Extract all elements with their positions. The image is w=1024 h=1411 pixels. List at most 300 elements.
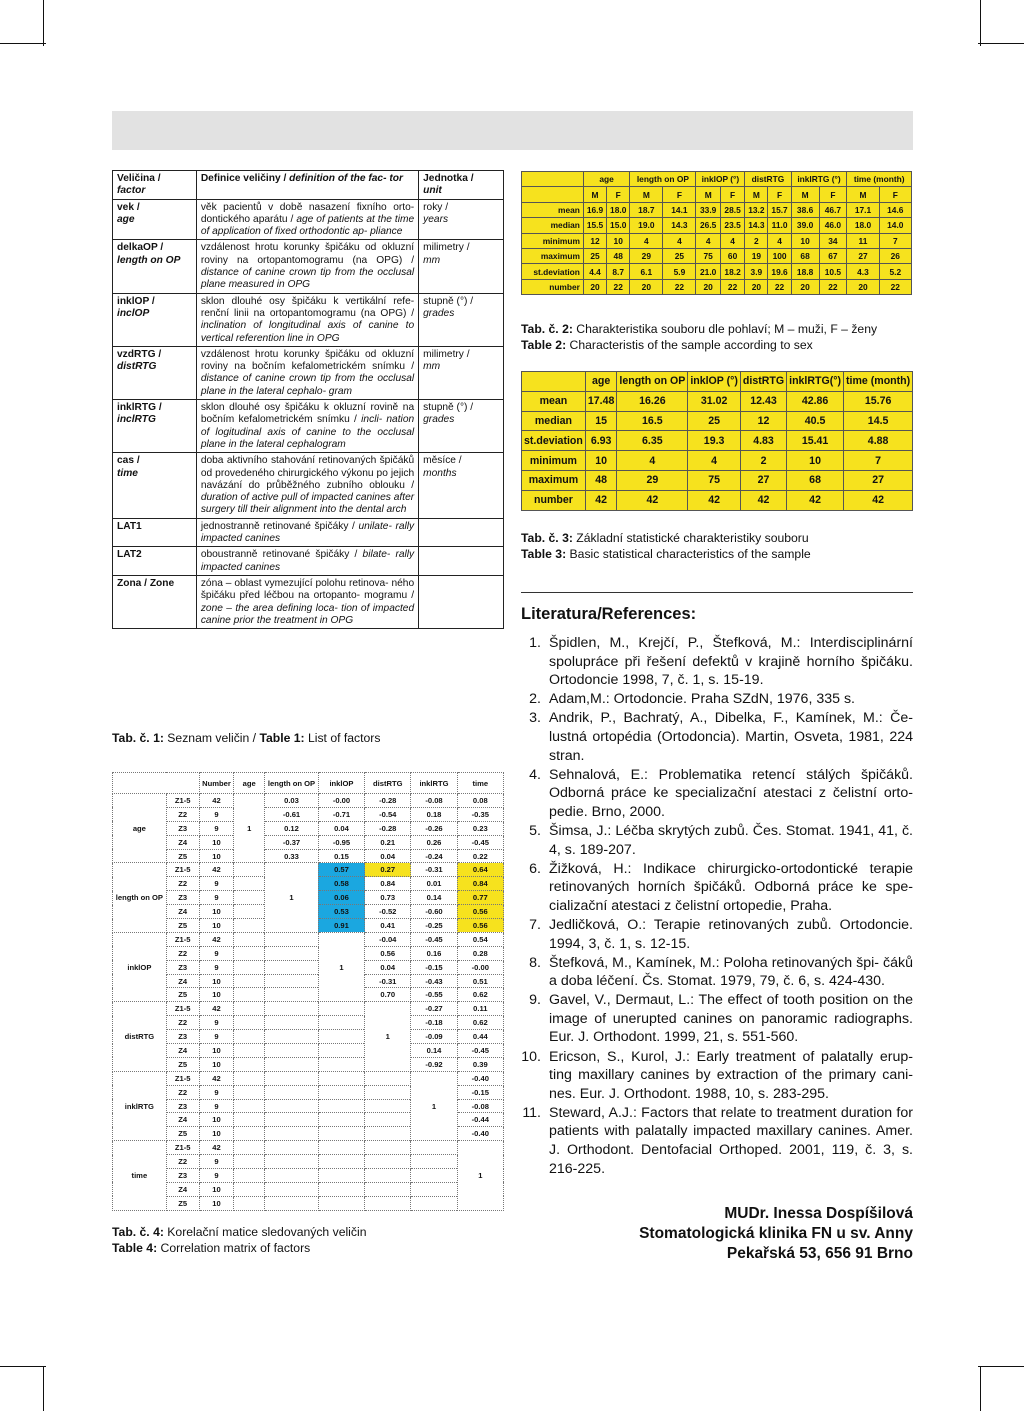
empty-cell [265, 1030, 319, 1044]
number-cell: 10 [199, 974, 234, 988]
value-cell: 22 [663, 279, 696, 294]
definition-cz: jednostranně retinované špičáky / [200, 520, 359, 532]
factor-name-en: inclOP [117, 307, 150, 319]
correlation-value: 0.56 [365, 946, 411, 960]
table-row [113, 346, 504, 399]
factor-name: LAT2 [117, 549, 142, 561]
correlation-value: 0.14 [411, 1044, 457, 1058]
empty-cell [365, 1113, 411, 1127]
group-label: distRTG [113, 1002, 167, 1071]
definition-cell [196, 240, 418, 293]
number-cell: 10 [199, 1113, 234, 1127]
value-cell: 15 [585, 411, 617, 431]
zone-label: Z3 [166, 960, 199, 974]
value-cell: 18.7 [630, 202, 663, 217]
table1-caption: Tab. č. 1: Seznam veličin / Table 1: List of factors [112, 731, 381, 745]
empty-cell [234, 960, 265, 974]
zone-label: Z4 [166, 835, 199, 849]
empty-cell [318, 1071, 364, 1085]
value-cell: 19.3 [688, 431, 741, 451]
value-cell: 31.02 [688, 391, 741, 411]
correlation-value: 0.01 [411, 877, 457, 891]
column-header: Number [199, 773, 234, 794]
number-cell: 9 [199, 1155, 234, 1169]
empty-cell [234, 974, 265, 988]
empty-cell [234, 1057, 265, 1071]
empty-cell [318, 1127, 364, 1141]
unit-cell [419, 547, 504, 576]
correlation-value: 0.64 [457, 863, 503, 877]
empty-cell [318, 1182, 364, 1196]
value-cell: 20 [630, 279, 663, 294]
empty-cell [265, 1141, 319, 1155]
definition-cell [196, 453, 418, 518]
number-cell: 9 [199, 1016, 234, 1030]
value-cell: 42 [844, 490, 913, 510]
definition-cell [196, 575, 418, 628]
unit-en: grades [423, 307, 455, 319]
reference-text: Šimsa, J.: Léčba skrytých zubů. Čes. Stomat. 1941, 41, č. 4, s. 189-207. [549, 822, 913, 858]
value-cell: 4 [630, 233, 663, 248]
value-cell: 14.3 [663, 218, 696, 233]
group-label: time [113, 1141, 167, 1210]
value-cell: 75 [696, 248, 720, 263]
reference-item [521, 690, 913, 709]
value-cell: 15.7 [768, 202, 791, 217]
value-cell: 27 [847, 248, 879, 263]
empty-cell [411, 1182, 457, 1196]
correlation-value: 0.56 [457, 905, 503, 919]
value-cell: 46.7 [819, 202, 847, 217]
value-cell: 4 [663, 233, 696, 248]
empty-cell [234, 1127, 265, 1141]
value-cell: 18.0 [847, 218, 879, 233]
table-row [113, 821, 504, 835]
table-row [113, 1196, 504, 1210]
value-cell: 20 [696, 279, 720, 294]
definition-cell [196, 199, 418, 240]
empty-cell [234, 1169, 265, 1183]
unit-cell [419, 400, 504, 453]
reference-text: Jedličková, O.: Terapie retinovaných zubů. Ortodoncie. 1994, 3, č. 1, s. 12-15. [549, 916, 913, 952]
diagonal-cell: 1 [265, 863, 319, 932]
empty-cell [411, 1155, 457, 1169]
number-cell: 9 [199, 891, 234, 905]
value-cell: 17.48 [585, 391, 617, 411]
empty-cell [265, 932, 319, 946]
basic-statistics-table [521, 371, 913, 511]
correlation-value: -0.61 [265, 807, 319, 821]
correlation-value: 0.23 [457, 821, 503, 835]
table-row [113, 453, 504, 518]
value-cell: 4 [720, 233, 744, 248]
value-cell: 22 [879, 279, 911, 294]
zone-label: Z5 [166, 1127, 199, 1141]
empty-cell [234, 1071, 265, 1085]
group-header: length on OP [630, 172, 696, 187]
value-cell: 20 [847, 279, 879, 294]
correlation-value: -0.08 [457, 1099, 503, 1113]
crop-mark [0, 1366, 46, 1367]
correlation-value: -0.92 [411, 1057, 457, 1071]
correlation-value: -0.15 [411, 960, 457, 974]
factor-cell [113, 240, 197, 293]
number-cell: 9 [199, 1030, 234, 1044]
correlation-value: 0.70 [365, 988, 411, 1002]
empty-cell [318, 1016, 364, 1030]
zone-label: Z1-5 [166, 794, 199, 808]
reference-text: Ericson, S., Kurol, J.: Early treatment of palatally erup- ting maxillary canines by extraction of the primary cani- nes. Eur. J. Orthodont. 1988, 10, s. 283-295. [549, 1048, 913, 1102]
correlation-value: 0.27 [365, 863, 411, 877]
value-cell: 12.43 [740, 391, 786, 411]
number-cell: 9 [199, 960, 234, 974]
empty-cell [318, 1002, 364, 1016]
empty-cell [318, 1085, 364, 1099]
number-cell: 42 [199, 1002, 234, 1016]
value-cell: 5.9 [663, 264, 696, 279]
reference-text: Žižková, H.: Indikace chirurgicko-ortodontické terapie retinovaných horních špičáků. Odborná práce ke spe- cializační atestaci z čelistní ortopedie, Praha. [549, 860, 913, 914]
value-cell: 29 [617, 470, 688, 490]
unit-cz: milimetry / [423, 348, 470, 360]
table-row [522, 202, 912, 217]
definition-en: zone – the area defining loca- tion of impacted canine prior the treatment in OPG [200, 602, 415, 626]
empty-cell [234, 905, 265, 919]
correlation-value: -0.25 [411, 919, 457, 933]
correlation-value: -0.00 [457, 960, 503, 974]
reference-text: Adam,M.: Ortodoncie. Praha SZdN, 1976, 335 s. [549, 691, 855, 708]
zone-label: Z1-5 [166, 863, 199, 877]
value-cell: 27 [740, 470, 786, 490]
value-cell: 15.76 [844, 391, 913, 411]
empty-cell [234, 1044, 265, 1058]
zone-label: Z5 [166, 1057, 199, 1071]
factor-name-en: time [117, 467, 138, 479]
unit-en: grades [423, 414, 455, 426]
empty-cell [234, 1085, 265, 1099]
factor-name: LAT1 [117, 520, 142, 532]
definition-en: incli- nation of logitudinal axis of canine to the occlusal plane in the lateral cephalogram [200, 414, 415, 450]
number-cell: 9 [199, 946, 234, 960]
value-cell: 33.9 [696, 202, 720, 217]
reference-item [521, 634, 913, 690]
empty-cell [234, 988, 265, 1002]
correlation-value: -0.55 [411, 988, 457, 1002]
value-cell: 14.1 [663, 202, 696, 217]
definition-cz: doba aktivního stahování retinovaných špičáků od provedeného chirurgického výkonu po jejich navázání do průběžného zubního oblouku / [200, 455, 415, 491]
correlation-value: -0.28 [365, 794, 411, 808]
value-cell: 34 [819, 233, 847, 248]
reference-number: 4. [529, 766, 541, 783]
value-cell: 10 [791, 233, 819, 248]
zone-label: Z4 [166, 1113, 199, 1127]
table-row [522, 411, 913, 431]
empty-cell [265, 974, 319, 988]
correlation-value: 0.44 [457, 1030, 503, 1044]
factor-name-en: inclRTG [117, 414, 156, 426]
correlation-value: -0.31 [365, 974, 411, 988]
value-cell: 39.0 [791, 218, 819, 233]
value-cell: 28.5 [720, 202, 744, 217]
empty-cell [265, 1155, 319, 1169]
sex-header: M [791, 187, 819, 202]
unit-cz: měsíce / [423, 455, 462, 467]
value-cell: 25 [688, 411, 741, 431]
row-label: median [522, 411, 586, 431]
value-cell: 22 [768, 279, 791, 294]
empty-cell [365, 1071, 411, 1085]
empty-cell [234, 1141, 265, 1155]
table-row [522, 248, 912, 263]
value-cell: 16.26 [617, 391, 688, 411]
empty-cell [265, 1169, 319, 1183]
table-row [113, 293, 504, 346]
value-cell: 21.0 [696, 264, 720, 279]
correlation-value: -0.37 [265, 835, 319, 849]
value-cell: 14.5 [844, 411, 913, 431]
value-cell: 4 [617, 451, 688, 471]
crop-mark [43, 0, 44, 46]
correlation-value: 0.06 [318, 891, 364, 905]
sex-header: M [630, 187, 663, 202]
definition-en: distance of canine crown tip from the occlusal plane measured in OPG [200, 267, 415, 291]
header-unit: Jednotka / unit [419, 171, 504, 200]
table-row [113, 547, 504, 576]
value-cell: 40.5 [787, 411, 844, 431]
correlation-value: -0.04 [365, 932, 411, 946]
correlation-value: -0.44 [457, 1113, 503, 1127]
crop-mark [980, 0, 981, 46]
value-cell: 3.9 [745, 264, 768, 279]
empty-cell [265, 988, 319, 1002]
divider [521, 592, 913, 593]
correlation-value: 0.54 [457, 932, 503, 946]
group-label: length on OP [113, 863, 167, 932]
factor-cell [113, 518, 197, 547]
corner-cell [522, 372, 586, 392]
column-header: inklOP [318, 773, 364, 794]
value-cell: 7 [844, 451, 913, 471]
unit-cell [419, 346, 504, 399]
empty-cell [365, 1085, 411, 1099]
empty-cell [365, 1141, 411, 1155]
crop-mark [980, 1366, 981, 1411]
group-header: inklRTG (°) [791, 172, 847, 187]
author-name: MUDr. Inessa Dospíšilová [724, 1205, 913, 1222]
value-cell: 15.0 [607, 218, 630, 233]
column-header: inklRTG [411, 773, 457, 794]
value-cell: 4.83 [740, 431, 786, 451]
empty-cell [265, 1099, 319, 1113]
factor-cell [113, 293, 197, 346]
table-row [113, 1169, 504, 1183]
value-cell: 4 [696, 233, 720, 248]
correlation-value: -0.00 [318, 794, 364, 808]
value-cell: 60 [720, 248, 744, 263]
empty-cell [234, 1002, 265, 1016]
correlation-value: -0.43 [411, 974, 457, 988]
value-cell: 7 [879, 233, 911, 248]
zone-label: Z2 [166, 1085, 199, 1099]
table-row [522, 264, 912, 279]
row-label: mean [522, 202, 584, 217]
empty-cell [318, 1141, 364, 1155]
empty-cell [234, 1016, 265, 1030]
table-row [113, 400, 504, 453]
definition-cell [196, 547, 418, 576]
zone-label: Z5 [166, 849, 199, 863]
empty-cell [265, 1182, 319, 1196]
zone-label: Z3 [166, 1099, 199, 1113]
column-header: age [234, 773, 265, 794]
value-cell: 12 [583, 233, 606, 248]
row-label: st.deviation [522, 431, 586, 451]
author-clinic: Stomatologická klinika FN u sv. Anny [639, 1225, 913, 1242]
value-cell: 27 [844, 470, 913, 490]
correlation-value: 0.62 [457, 988, 503, 1002]
value-cell: 17.1 [847, 202, 879, 217]
empty-cell [365, 1182, 411, 1196]
table-row [113, 807, 504, 821]
empty-cell [265, 960, 319, 974]
author-address: Pekařská 53, 656 91 Brno [726, 1245, 913, 1262]
reference-item [521, 709, 913, 765]
value-cell: 42.86 [787, 391, 844, 411]
reference-number: 8. [529, 954, 541, 971]
correlation-value: 0.04 [318, 821, 364, 835]
factor-name-en: length on OP [117, 254, 181, 266]
value-cell: 18.8 [791, 264, 819, 279]
reference-item [521, 991, 913, 1047]
reference-text: Andrik, P., Bachratý, A., Dibelka, F., Kamínek, M.: Če- lustná ortopédia (Ortodoncia). Martin, Osveta, 1981, 224 stran. [549, 710, 913, 764]
table-header-row [113, 773, 504, 794]
number-cell: 9 [199, 821, 234, 835]
empty-cell [234, 919, 265, 933]
definition-en: duration of active pull of impacted canines after surgery till their alignment into the dental arch [200, 492, 415, 516]
group-header: distRTG [745, 172, 791, 187]
unit-cell [419, 240, 504, 293]
table-row [113, 946, 504, 960]
factor-name: inklRTG / [117, 402, 162, 414]
definition-cz: zóna – oblast vymezující polohu retinova- ného špičáku před léčbou na ortopanto- mogramu / [200, 577, 415, 602]
number-cell: 42 [199, 932, 234, 946]
value-cell: 10 [787, 451, 844, 471]
correlation-value: 0.15 [318, 849, 364, 863]
row-label: st.deviation [522, 264, 584, 279]
value-cell: 6.1 [630, 264, 663, 279]
empty-cell [265, 1057, 319, 1071]
value-cell: 5.2 [879, 264, 911, 279]
value-cell: 18.2 [720, 264, 744, 279]
zone-label: Z2 [166, 946, 199, 960]
row-label: number [522, 490, 586, 510]
value-cell: 18.0 [607, 202, 630, 217]
empty-cell [365, 1155, 411, 1169]
sex-header: F [720, 187, 744, 202]
zone-label: Z3 [166, 1169, 199, 1183]
correlation-value: 0.73 [365, 891, 411, 905]
correlation-matrix-table [112, 772, 504, 1211]
reference-item [521, 822, 913, 859]
number-cell: 9 [199, 1099, 234, 1113]
zone-label: Z5 [166, 988, 199, 1002]
group-header-row [522, 172, 912, 187]
sex-characteristics-table [521, 171, 912, 295]
group-header: age [583, 172, 629, 187]
group-label: inklRTG [113, 1071, 167, 1140]
table-row [522, 431, 913, 451]
table-row [113, 1002, 504, 1016]
correlation-value: -0.45 [457, 1044, 503, 1058]
correlation-value: 0.41 [365, 919, 411, 933]
value-cell: 42 [617, 490, 688, 510]
definition-cz: vzdálenost hrotu korunky špičáku od okluzní roviny na ortopantomogramu (na OPG) / [200, 242, 415, 266]
empty-cell [318, 1030, 364, 1044]
empty-cell [234, 946, 265, 960]
value-cell: 22 [819, 279, 847, 294]
empty-cell [234, 1196, 265, 1210]
value-cell: 19 [745, 248, 768, 263]
row-label: number [522, 279, 584, 294]
empty-cell [234, 1155, 265, 1169]
definition-cz: vzdálenost hrotu korunky špičáku od okluzní roviny na bočním kefalometrickém snímku / [200, 348, 415, 373]
value-cell: 10.5 [819, 264, 847, 279]
value-cell: 25 [663, 248, 696, 263]
factor-name: vek / [117, 201, 140, 213]
empty-cell [365, 1127, 411, 1141]
column-header: age [585, 372, 617, 392]
empty-cell [365, 1196, 411, 1210]
zone-label: Z3 [166, 1030, 199, 1044]
empty-cell [411, 1169, 457, 1183]
value-cell: 4.4 [583, 264, 606, 279]
value-cell: 22 [607, 279, 630, 294]
zone-label: Z3 [166, 821, 199, 835]
table-row [522, 279, 912, 294]
unit-en: months [423, 467, 457, 479]
number-cell: 10 [199, 1182, 234, 1196]
table-row [113, 1044, 504, 1058]
table-row [113, 1141, 504, 1155]
definition-cell [196, 346, 418, 399]
value-cell: 22 [720, 279, 744, 294]
value-cell: 14.6 [879, 202, 911, 217]
row-label: maximum [522, 470, 586, 490]
value-cell: 42 [740, 490, 786, 510]
correlation-value: 0.56 [457, 919, 503, 933]
correlation-value: -0.26 [411, 821, 457, 835]
value-cell: 46.0 [819, 218, 847, 233]
definition-cell [196, 293, 418, 346]
empty-cell [234, 1099, 265, 1113]
number-cell: 10 [199, 835, 234, 849]
references-list [521, 634, 913, 1179]
diagonal-cell: 1 [234, 794, 265, 863]
unit-cz: milimetry / [423, 242, 470, 254]
correlation-value: 0.91 [318, 919, 364, 933]
zone-label: Z3 [166, 891, 199, 905]
zone-label: Z1-5 [166, 1141, 199, 1155]
reference-item [521, 954, 913, 991]
number-cell: 9 [199, 877, 234, 891]
group-label: inklOP [113, 932, 167, 1001]
factor-cell [113, 453, 197, 518]
sex-header: M [745, 187, 768, 202]
reference-number: 7. [529, 916, 541, 933]
correlation-value: 0.84 [365, 877, 411, 891]
unit-en: mm [423, 254, 441, 266]
correlation-value: 0.53 [318, 905, 364, 919]
correlation-value: -0.27 [411, 1002, 457, 1016]
